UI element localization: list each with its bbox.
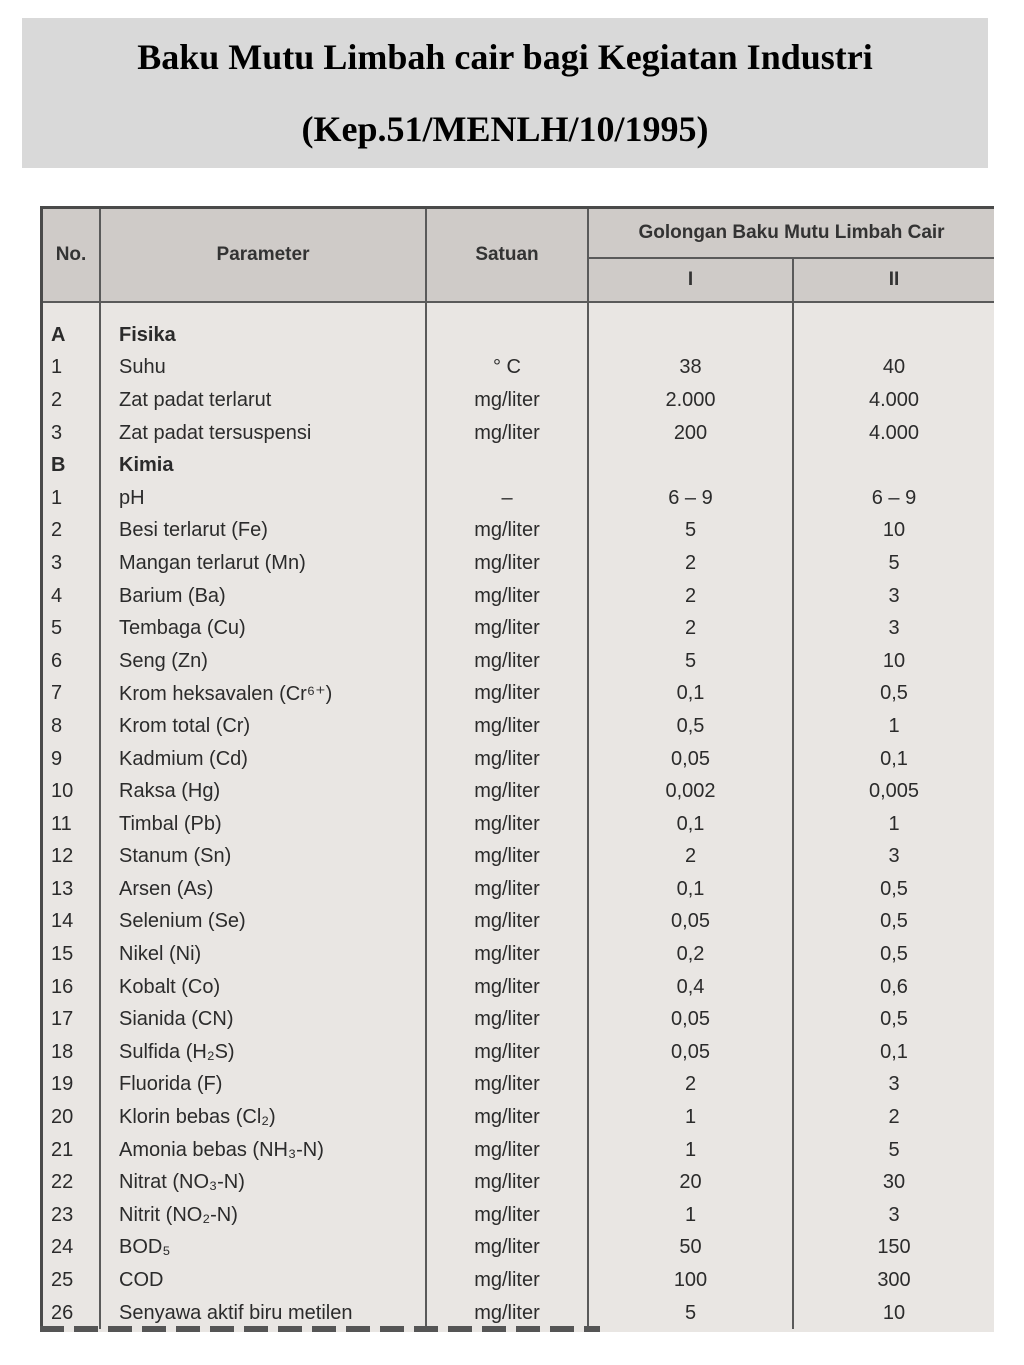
cell-param: Kimia: [100, 449, 426, 482]
cell-g2: 0,5: [880, 943, 908, 966]
cell-no: 13: [43, 873, 100, 906]
cell-sat: mg/liter: [426, 1199, 588, 1232]
cell-sat: mg/liter: [426, 1101, 588, 1134]
table-row: [43, 1297, 994, 1330]
cell-g1: 0,5: [588, 710, 793, 743]
cell-sat: [426, 302, 588, 352]
table-row: [43, 482, 994, 515]
table-row: [43, 1232, 994, 1265]
table-row: [43, 1069, 994, 1102]
cell-g1: 1: [588, 1199, 793, 1232]
cell-no: B: [43, 449, 100, 482]
cell-param: BOD₅: [100, 1232, 426, 1265]
cell-sat: [426, 449, 588, 482]
table-row: [43, 580, 994, 613]
cell-sat: ° C: [426, 352, 588, 385]
table-row: [43, 678, 994, 711]
header-parameter: Parameter: [100, 209, 426, 302]
cell-g2: 0,5: [880, 682, 908, 705]
cell-sat: mg/liter: [426, 775, 588, 808]
cell-param: Krom heksavalen (Cr⁶⁺): [100, 678, 426, 711]
cell-g2: 0,1: [880, 1040, 908, 1063]
cell-param: Senyawa aktif biru metilen: [100, 1297, 426, 1330]
table-row: [43, 1134, 994, 1167]
cell-sat: mg/liter: [426, 1134, 588, 1167]
cell-g1: 2: [588, 1069, 793, 1102]
cell-param: Suhu: [100, 352, 426, 385]
cell-sat: mg/liter: [426, 906, 588, 939]
cell-sat: mg/liter: [426, 938, 588, 971]
cell-sat: mg/liter: [426, 1036, 588, 1069]
header-golongan-ii: II: [793, 258, 994, 302]
cell-param: Nikel (Ni): [100, 938, 426, 971]
cell-no: 10: [43, 775, 100, 808]
cell-sat: mg/liter: [426, 971, 588, 1004]
cell-no: 1: [43, 352, 100, 385]
header-golongan: Golongan Baku Mutu Limbah Cair: [588, 209, 994, 258]
table-row: [43, 873, 994, 906]
cell-param: Seng (Zn): [100, 645, 426, 678]
table-row: [43, 906, 994, 939]
cell-param: Kobalt (Co): [100, 971, 426, 1004]
cell-g2: 3: [888, 1203, 900, 1226]
cell-g2: 0,6: [880, 975, 908, 998]
cell-no: A: [43, 302, 100, 352]
cell-g2: 6 – 9: [871, 486, 917, 509]
cell-no: 24: [43, 1232, 100, 1265]
cell-no: 5: [43, 612, 100, 645]
cell-g1: [588, 449, 793, 482]
cell-param: Zat padat tersuspensi: [100, 417, 426, 450]
cell-g2: 4.000: [868, 388, 920, 411]
cell-g2: 1: [888, 714, 900, 737]
cell-g1: 5: [588, 645, 793, 678]
cell-sat: mg/liter: [426, 515, 588, 548]
cell-sat: mg/liter: [426, 808, 588, 841]
cell-sat: mg/liter: [426, 417, 588, 450]
cell-g1: 0,1: [588, 808, 793, 841]
cell-g1: 0,05: [588, 1003, 793, 1036]
cell-g1: 1: [588, 1134, 793, 1167]
cell-g1: 1: [588, 1101, 793, 1134]
cell-g2: 10: [882, 1301, 906, 1324]
section-row: [43, 449, 994, 482]
cell-g2: 3: [888, 617, 900, 640]
cell-sat: mg/liter: [426, 841, 588, 874]
cell-g2: 150: [877, 1236, 911, 1259]
cell-no: 19: [43, 1069, 100, 1102]
table-row: [43, 775, 994, 808]
table-row: [43, 352, 994, 385]
title-banner: [22, 18, 988, 168]
cell-param: Sianida (CN): [100, 1003, 426, 1036]
cell-no: 8: [43, 710, 100, 743]
cell-param: Fluorida (F): [100, 1069, 426, 1102]
cell-param: Amonia bebas (NH₃-N): [100, 1134, 426, 1167]
cell-g1: 0,1: [588, 873, 793, 906]
cell-g2: [793, 449, 994, 482]
cell-g1: 2: [588, 580, 793, 613]
effluent-standards-table: [43, 209, 994, 1329]
cell-g1: 200: [588, 417, 793, 450]
cell-g1: 0,2: [588, 938, 793, 971]
table-row: [43, 1101, 994, 1134]
cell-sat: mg/liter: [426, 743, 588, 776]
cell-g2: 10: [882, 649, 906, 672]
cell-param: Sulfida (H₂S): [100, 1036, 426, 1069]
cell-no: 7: [43, 678, 100, 711]
cell-no: 11: [43, 808, 100, 841]
cell-g2: 0,5: [880, 910, 908, 933]
cell-g1: 0,002: [588, 775, 793, 808]
table-row: [43, 547, 994, 580]
cell-param: Klorin bebas (Cl₂): [100, 1101, 426, 1134]
table-row: [43, 841, 994, 874]
cell-g1: 38: [588, 352, 793, 385]
cell-sat: mg/liter: [426, 547, 588, 580]
table-row: [43, 938, 994, 971]
cell-no: 15: [43, 938, 100, 971]
cell-g1: 2: [588, 841, 793, 874]
table-row: [43, 808, 994, 841]
cell-g2: 5: [888, 551, 900, 574]
cell-param: pH: [100, 482, 426, 515]
cell-g1: 5: [588, 1297, 793, 1330]
cell-no: 21: [43, 1134, 100, 1167]
cell-g2: 4.000: [868, 421, 920, 444]
cell-no: 22: [43, 1166, 100, 1199]
cell-g2: 10: [882, 519, 906, 542]
cell-sat: –: [426, 482, 588, 515]
cell-g1: 0,05: [588, 906, 793, 939]
cell-g2: 5: [888, 1138, 900, 1161]
cell-sat: mg/liter: [426, 580, 588, 613]
bottom-edge-dashes: [40, 1326, 600, 1332]
cell-g1: 2.000: [588, 384, 793, 417]
cell-g1: 0,4: [588, 971, 793, 1004]
cell-param: Fisika: [100, 302, 426, 352]
cell-param: Nitrat (NO₃-N): [100, 1166, 426, 1199]
cell-g2: 3: [888, 584, 900, 607]
cell-sat: mg/liter: [426, 1069, 588, 1102]
cell-no: 2: [43, 515, 100, 548]
cell-sat: mg/liter: [426, 1003, 588, 1036]
table-row: [43, 1003, 994, 1036]
table-row: [43, 515, 994, 548]
table-row: [43, 384, 994, 417]
cell-sat: mg/liter: [426, 1232, 588, 1265]
cell-g1: 2: [588, 612, 793, 645]
cell-no: 1: [43, 482, 100, 515]
cell-no: 16: [43, 971, 100, 1004]
cell-g1: 2: [588, 547, 793, 580]
cell-no: 9: [43, 743, 100, 776]
cell-no: 2: [43, 384, 100, 417]
cell-param: Selenium (Se): [100, 906, 426, 939]
cell-sat: mg/liter: [426, 612, 588, 645]
section-row: [43, 302, 994, 352]
cell-g2: 30: [882, 1171, 906, 1194]
page-title: Baku Mutu Limbah cair bagi Kegiatan Industri: [137, 37, 873, 77]
cell-param: Mangan terlarut (Mn): [100, 547, 426, 580]
scanned-table-image: [40, 206, 994, 1332]
cell-no: 12: [43, 841, 100, 874]
page-subtitle-regulation: (Kep.51/MENLH/10/1995): [301, 109, 709, 149]
cell-g2: 0,1: [880, 747, 908, 770]
cell-g1: 0,05: [588, 1036, 793, 1069]
table-row: [43, 645, 994, 678]
cell-param: Nitrit (NO₂-N): [100, 1199, 426, 1232]
cell-no: 3: [43, 417, 100, 450]
cell-g1: 0,1: [588, 678, 793, 711]
cell-g1: [588, 302, 793, 352]
cell-param: COD: [100, 1264, 426, 1297]
cell-no: 20: [43, 1101, 100, 1134]
cell-sat: mg/liter: [426, 384, 588, 417]
cell-g2: 300: [877, 1269, 911, 1292]
cell-g1: 20: [588, 1166, 793, 1199]
cell-g1: 50: [588, 1232, 793, 1265]
cell-no: 3: [43, 547, 100, 580]
cell-g2: [793, 302, 994, 352]
cell-no: 25: [43, 1264, 100, 1297]
cell-param: Kadmium (Cd): [100, 743, 426, 776]
cell-g1: 100: [588, 1264, 793, 1297]
cell-param: Timbal (Pb): [100, 808, 426, 841]
header-satuan: Satuan: [426, 209, 588, 302]
cell-g1: 0,05: [588, 743, 793, 776]
cell-g1: 5: [588, 515, 793, 548]
cell-sat: mg/liter: [426, 1166, 588, 1199]
cell-param: Barium (Ba): [100, 580, 426, 613]
cell-sat: mg/liter: [426, 710, 588, 743]
cell-no: 6: [43, 645, 100, 678]
cell-g2: 0,5: [880, 877, 908, 900]
cell-sat: mg/liter: [426, 645, 588, 678]
cell-no: 23: [43, 1199, 100, 1232]
cell-no: 18: [43, 1036, 100, 1069]
cell-param: Raksa (Hg): [100, 775, 426, 808]
cell-g2: 3: [888, 1073, 900, 1096]
cell-param: Tembaga (Cu): [100, 612, 426, 645]
table-row: [43, 1264, 994, 1297]
cell-g2: 2: [888, 1106, 900, 1129]
cell-g1: 6 – 9: [588, 482, 793, 515]
table-body: [43, 302, 994, 1329]
cell-param: Krom total (Cr): [100, 710, 426, 743]
table-row: [43, 710, 994, 743]
cell-g2: 1: [888, 812, 900, 835]
header-golongan-i: I: [588, 258, 793, 302]
cell-sat: mg/liter: [426, 678, 588, 711]
cell-sat: mg/liter: [426, 873, 588, 906]
cell-g2: 3: [888, 845, 900, 868]
cell-param: Stanum (Sn): [100, 841, 426, 874]
cell-param: Arsen (As): [100, 873, 426, 906]
table-row: [43, 417, 994, 450]
cell-sat: mg/liter: [426, 1264, 588, 1297]
cell-no: 14: [43, 906, 100, 939]
table-row: [43, 971, 994, 1004]
cell-param: Besi terlarut (Fe): [100, 515, 426, 548]
cell-g2: 0,5: [880, 1008, 908, 1031]
cell-param: Zat padat terlarut: [100, 384, 426, 417]
table-row: [43, 1166, 994, 1199]
table-row: [43, 612, 994, 645]
cell-g2: 40: [882, 356, 906, 379]
header-no: No.: [43, 209, 100, 302]
table-row: [43, 1036, 994, 1069]
cell-no: 17: [43, 1003, 100, 1036]
cell-no: 4: [43, 580, 100, 613]
cell-no: 26: [43, 1297, 100, 1330]
cell-g2: 0,005: [868, 780, 920, 803]
table-row: [43, 743, 994, 776]
table-row: [43, 1199, 994, 1232]
cell-sat: mg/liter: [426, 1297, 588, 1330]
